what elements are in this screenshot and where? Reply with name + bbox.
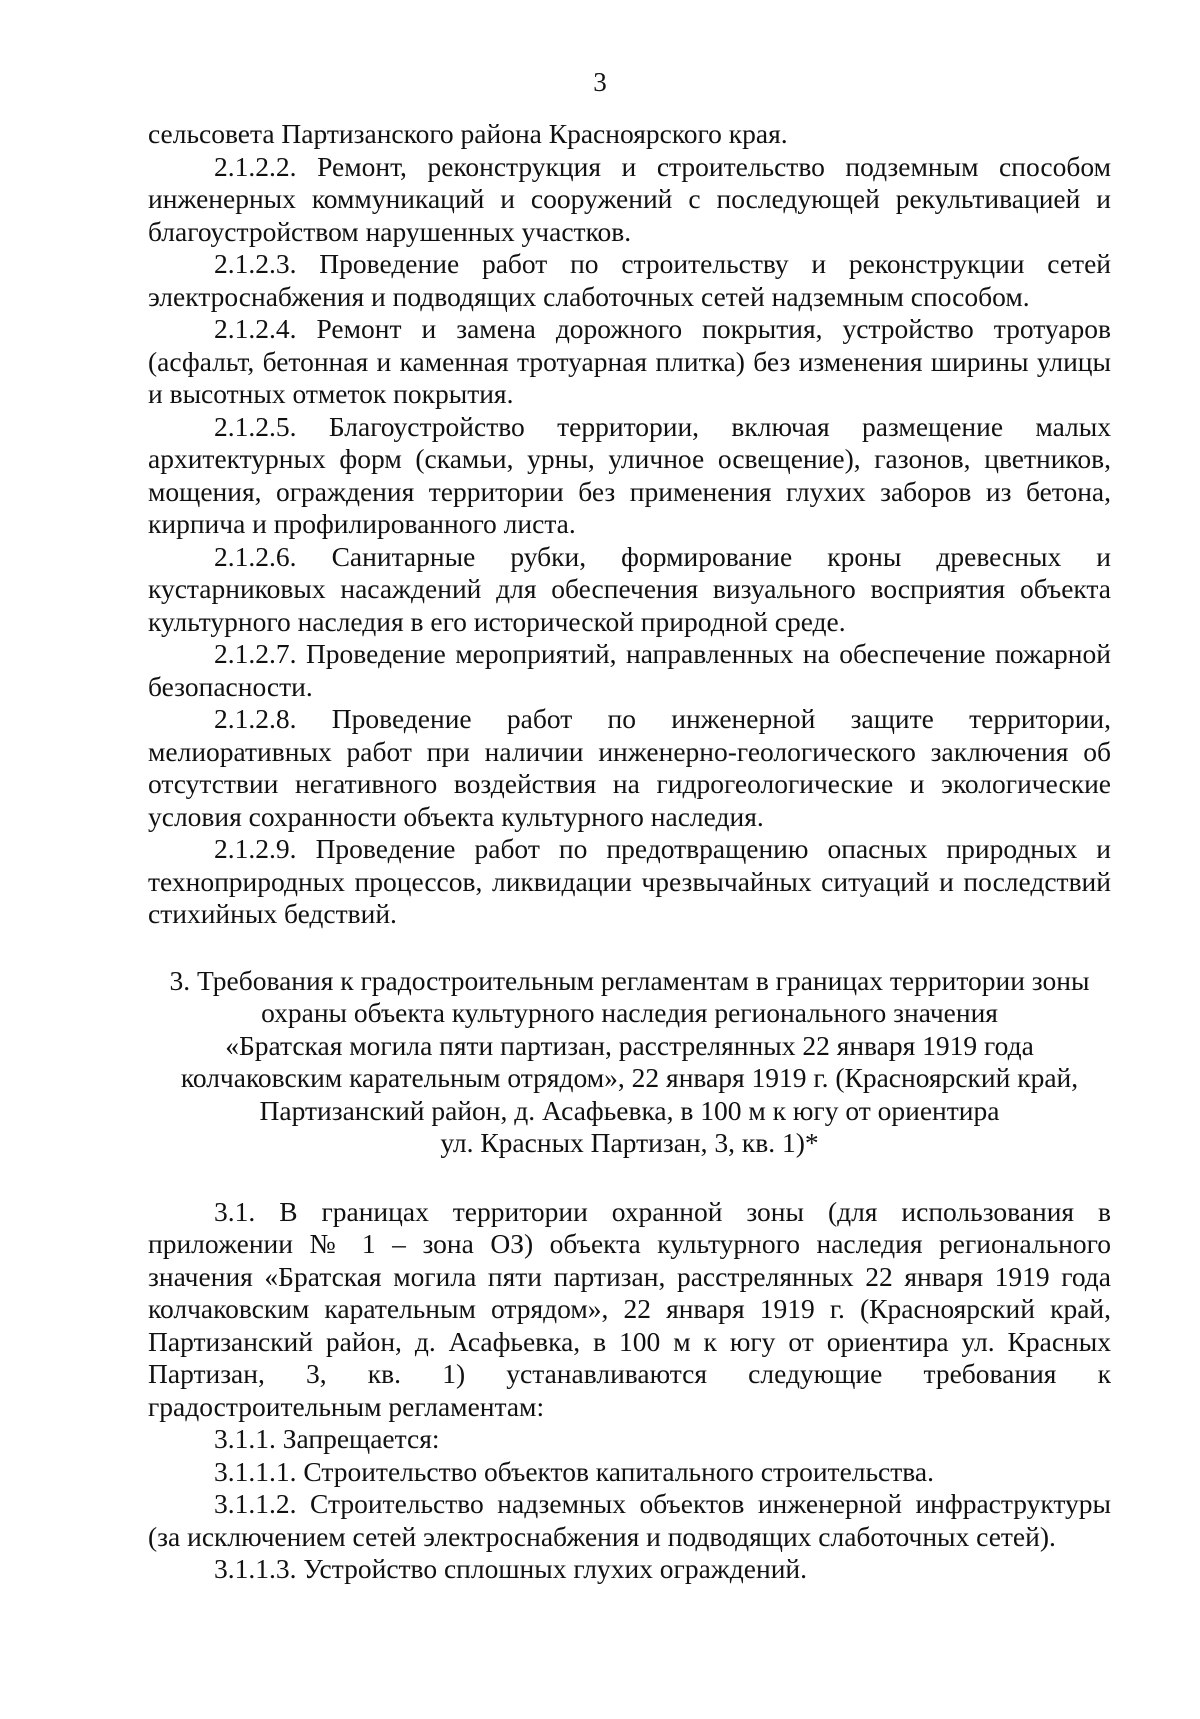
paragraph-3-1: 3.1. В границах территории охранной зоны (для использования в приложении № 1 – зона ОЗ) объекта культурного наследия регионального значения «Братская могила пяти партизан, расстрелянных 22 января 1919 года колчаковским карательным отрядом», 22 января 1919 г. (Красноярский край, Партизанский район, д. Асафьевка, в 100 м к югу от ориентира ул. Красных Партизан, 3, кв. 1) устанавливаются следующие требования к градостроительным регламентам:	[148, 1195, 1111, 1422]
page-number: 3	[593, 67, 607, 97]
heading-line: колчаковским карательным отрядом», 22 января 1919 г. (Красноярский край,	[180, 1062, 1079, 1093]
paragraph-3-1-1-2: 3.1.1.2. Строительство надземных объектов инженерной инфраструктуры (за исключением сетей электроснабжения и подводящих слаботочных сетей).	[148, 1488, 1111, 1552]
paragraph-2-1-2-5: 2.1.2.5. Благоустройство территории, включая размещение малых архитектурных форм (скамьи, урны, уличное освещение), газонов, цветников, мощения, ограждения территории без применения глухих заборов из бетона, кирпича и профилированного листа.	[148, 410, 1111, 539]
paragraph-2-1-2-7: 2.1.2.7. Проведение мероприятий, направленных на обеспечение пожарной безопасности.	[148, 638, 1111, 702]
heading-line: Партизанский район, д. Асафьевка, в 100 м к югу от ориентира	[259, 1094, 1000, 1126]
heading-line: охраны объекта культурного наследия регионального значения	[261, 997, 998, 1028]
paragraph-2-1-2-4: 2.1.2.4. Ремонт и замена дорожного покрытия, устройство тротуаров (асфальт, бетонная и каменная тротуарная плитка) без изменения ширины улицы и высотных отметок покрытия.	[148, 313, 1111, 409]
document-body	[148, 118, 1111, 1586]
paragraph-3-1-1-3: 3.1.1.3. Устройство сплошных глухих ограждений.	[214, 1553, 808, 1584]
paragraph-continuation: сельсовета Партизанского района Красноярского края.	[148, 118, 788, 149]
paragraph-3-1-1: 3.1.1. Запрещается:	[214, 1423, 440, 1454]
paragraph-2-1-2-2: 2.1.2.2. Ремонт, реконструкция и строительство подземным способом инженерных коммуникаций и сооружений с последующей рекультивацией и благоустройством нарушенных участков.	[148, 150, 1111, 247]
paragraph-2-1-2-8: 2.1.2.8. Проведение работ по инженерной защите территории, мелиоративных работ при наличии инженерно-геологического заключения об отсутствии негативного воздействия на гидрогеологические и экологические условия сохранности объекта культурного наследия.	[148, 703, 1111, 832]
heading-line: 3. Требования к градостроительным регламентам в границах территории зоны	[169, 964, 1090, 996]
heading-line: «Братская могила пяти партизан, расстрелянных 22 января 1919 года	[225, 1029, 1034, 1061]
paragraph-3-1-1-1: 3.1.1.1. Строительство объектов капитального строительства.	[214, 1455, 934, 1487]
section-3-heading	[148, 965, 1111, 1160]
paragraph-2-1-2-3: 2.1.2.3. Проведение работ по строительству и реконструкции сетей электроснабжения и подводящих слаботочных сетей надземным способом.	[148, 248, 1111, 312]
paragraph-2-1-2-6: 2.1.2.6. Санитарные рубки, формирование кроны древесных и кустарниковых насаждений для обеспечения визуального восприятия объекта культурного наследия в его исторической природной среде.	[148, 540, 1111, 637]
paragraph-2-1-2-9: 2.1.2.9. Проведение работ по предотвращению опасных природных и технoприродных процессов, ликвидации чрезвычайных ситуаций и последствий стихийных бедствий.	[148, 833, 1111, 929]
heading-line: ул. Красных Партизан, 3, кв. 1)*	[440, 1127, 819, 1158]
